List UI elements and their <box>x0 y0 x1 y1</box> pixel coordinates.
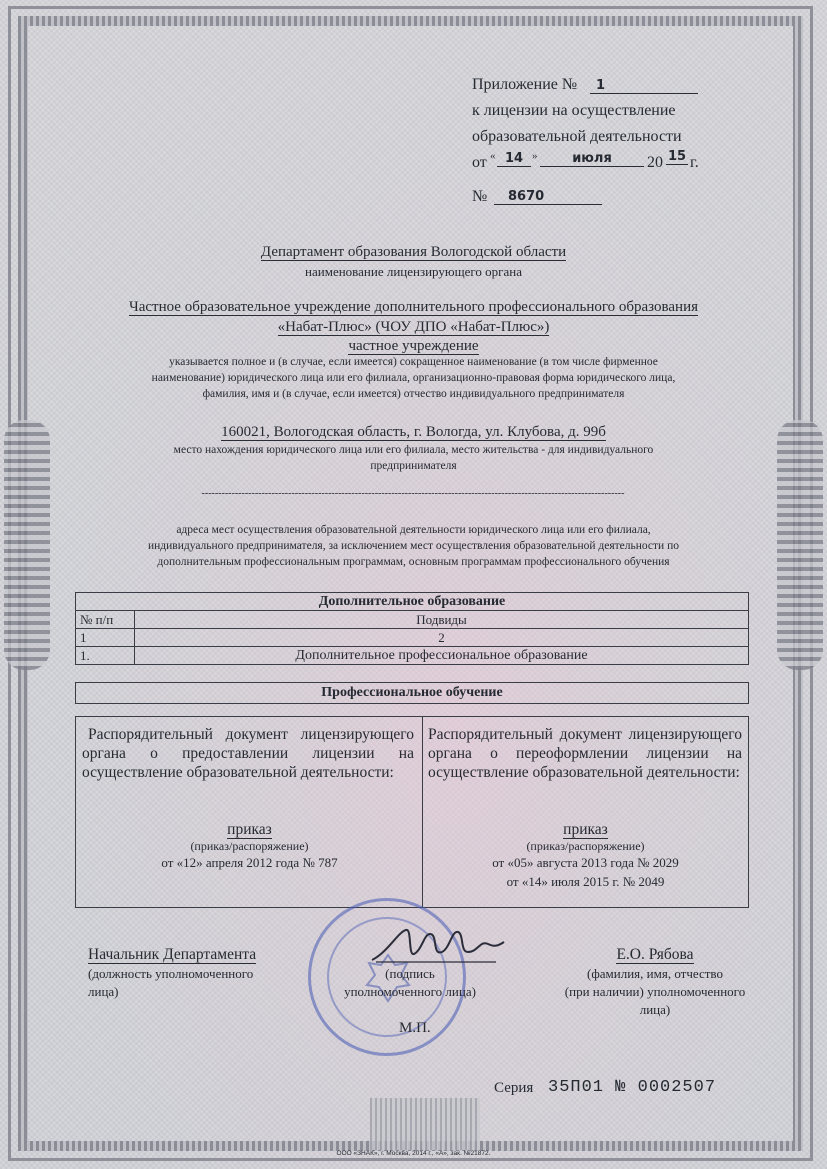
issuance-order-type: приказ <box>227 821 272 838</box>
appendix-number: 1 <box>590 78 698 94</box>
serial-value: 35П01 № 0002507 <box>548 1078 717 1097</box>
table1-row1-num: 1. <box>76 647 135 665</box>
licensee-name-line3: частное учреждение <box>348 338 479 354</box>
signatory-name: Е.О. Рябова <box>616 946 694 963</box>
name-caption-line3: лица) <box>639 1002 671 1017</box>
date-year-suffix: г. <box>690 154 699 171</box>
address-caption-line1: место нахождения юридического лица или его филиала, место жительства - для индивидуального <box>173 444 654 456</box>
appendix-line3: образовательной деятельности <box>472 128 682 145</box>
reissue-order-text: Распорядительный документ лицензирующего органа о переоформлении лицензии на осуществление образовательной деятельности: <box>428 726 742 781</box>
table1-colnum-1: 1 <box>76 629 135 647</box>
serial-label: Серия <box>494 1080 534 1096</box>
date-quote-open: « <box>490 150 496 162</box>
issuance-order-column <box>76 717 423 907</box>
licensee-name-line1: Частное образовательное учреждение дополнительного профессионального образования <box>128 299 699 315</box>
orders-box <box>75 716 749 908</box>
signature-scribble-icon <box>368 922 508 970</box>
table1-row1-value: Дополнительное профессиональное образование <box>135 647 749 665</box>
name-caption-line2: (при наличии) уполномоченного <box>564 984 746 999</box>
table1-header-subtypes: Подвиды <box>135 611 749 629</box>
signatory-position: Начальник Департамента <box>88 946 257 963</box>
address-value: 160021, Вологодская область, г. Вологда, ул. Клубова, д. 99б <box>221 424 606 440</box>
reissue-order-ref2: от «14» июля 2015 г. № 2049 <box>506 874 665 889</box>
authority-caption: наименование лицензирующего органа <box>305 264 522 279</box>
issuance-order-ref: от «12» апреля 2012 года № 787 <box>161 855 338 870</box>
appendix-label: Приложение № <box>472 76 578 93</box>
licensee-caption-line3: фамилия, имя и (в случае, если имеется) отчество индивидуального предпринимателя <box>202 388 625 400</box>
appendix-line2: к лицензии на осуществление <box>472 102 676 119</box>
table1-title: Дополнительное образование <box>76 593 749 611</box>
table1-colnum-2: 2 <box>135 629 749 647</box>
date-year: 15 <box>667 149 687 164</box>
date-day: 14 <box>497 151 531 167</box>
professional-training-table <box>75 682 749 704</box>
reissue-order-column <box>423 717 748 907</box>
additional-education-table <box>75 592 749 665</box>
seal-mark: М.П. <box>399 1020 431 1036</box>
places-caption-line2: индивидуального предпринимателя, за исключением мест осуществления образовательной деятельности по <box>147 540 679 552</box>
license-number-label: № <box>472 188 488 205</box>
name-caption-line1: (фамилия, имя, отчество <box>587 966 723 981</box>
licensee-caption-line2: наименование) юридического лица или его филиала, организационно-правовая форма юридического лица, <box>151 372 676 384</box>
date-year-prefix: 20 <box>647 154 663 171</box>
date-month: июля <box>540 151 644 167</box>
date-from-label: от <box>472 154 487 171</box>
license-number: 8670 <box>494 189 602 205</box>
reissue-order-ref1: от «05» августа 2013 года № 2029 <box>492 855 679 870</box>
address-caption-line2: предпринимателя <box>370 460 457 472</box>
sign-caption-line1: (подпись <box>385 966 435 981</box>
places-caption-line1: адреса мест осуществления образовательной деятельности юридического лица или его филиала, <box>176 524 651 536</box>
bottom-guilloche <box>370 1098 480 1150</box>
reissue-order-type: приказ <box>563 821 608 838</box>
issuance-order-caption: (приказ/распоряжение) <box>190 839 309 853</box>
licensee-caption-line1: указывается полное и (в случае, если имеется) сокращенное наименование (в том числе фирменное <box>169 356 658 368</box>
licensee-name-line2: «Набат-Плюс» (ЧОУ ДПО «Набат-Плюс») <box>277 319 550 335</box>
authority-name: Департамент образования Вологодской области <box>260 244 567 260</box>
places-caption-line3: дополнительным профессиональным программам, основным программам профессионального обучения <box>157 556 670 568</box>
sign-caption-line2: уполномоченного лица) <box>344 984 476 999</box>
table-row <box>76 647 749 665</box>
table2-title: Профессиональное обучение <box>76 683 749 704</box>
position-caption-line1: (должность уполномоченного <box>88 966 254 981</box>
issuance-order-text: Распорядительный документ лицензирующего органа о предоставлении лицензии на осуществление образовательной деятельности: <box>82 726 414 781</box>
position-caption-line2: лица) <box>88 984 119 999</box>
printer-info: ООО «ЗНАК», г. Москва, 2014 г., «А», зак. №21872. <box>336 1150 491 1157</box>
table1-header-num: № п/п <box>76 611 135 629</box>
places-dashes: ------------------------------------------------------------------------------------------------------------------------------- <box>201 488 625 499</box>
date-quote-close: » <box>532 150 538 162</box>
reissue-order-caption: (приказ/распоряжение) <box>526 839 645 853</box>
